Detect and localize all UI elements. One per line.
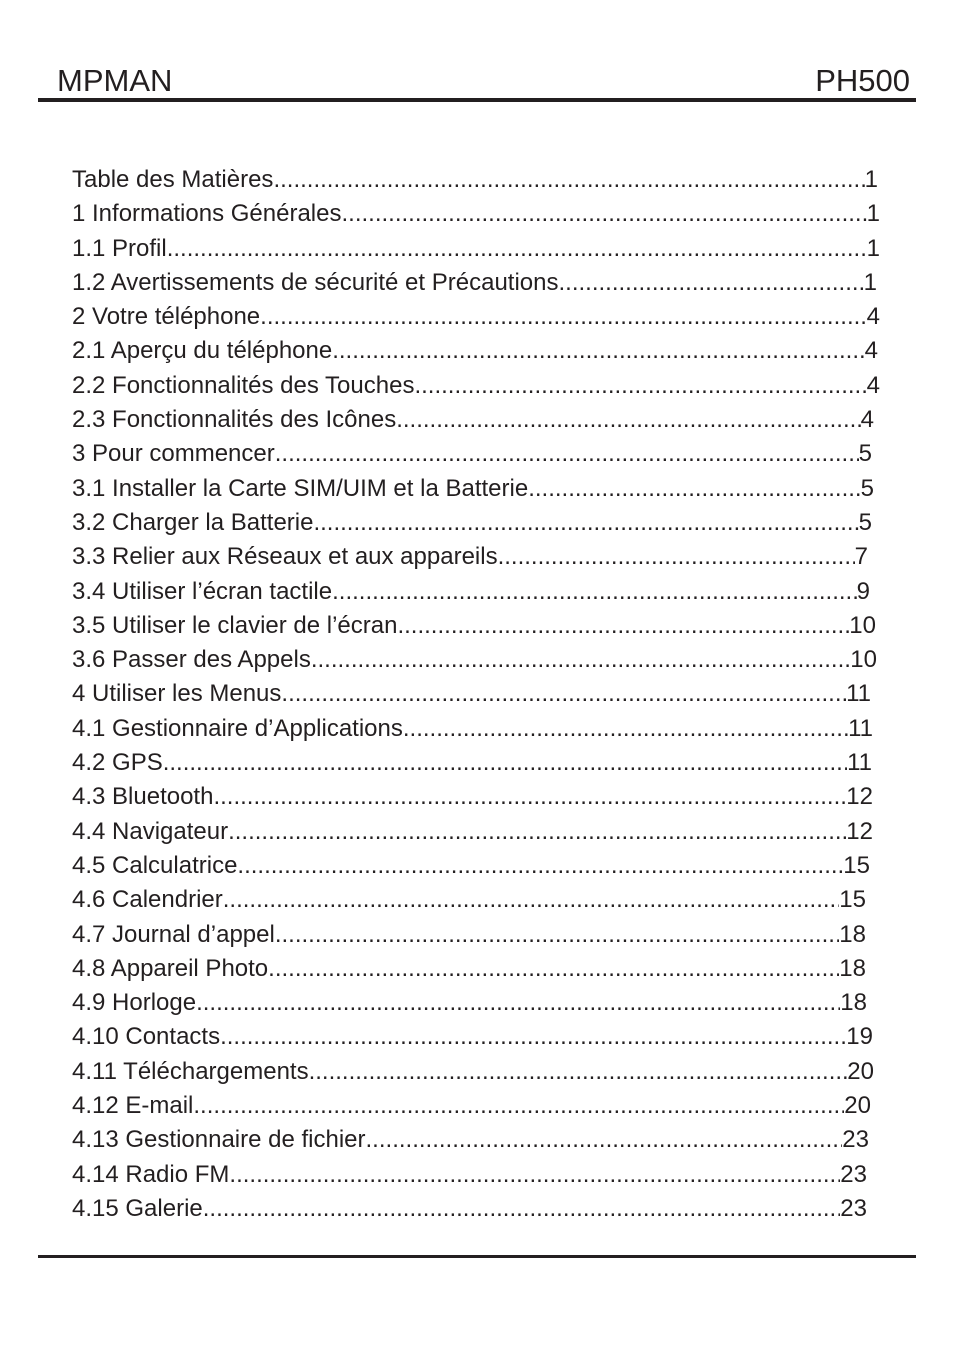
- toc-entry-title: 4.6 Calendrier: [72, 886, 223, 914]
- toc-entry-page: 23: [840, 1160, 867, 1188]
- toc-entry-title: 4.10 Contacts: [72, 1023, 221, 1051]
- toc-entry[interactable]: [72, 952, 866, 986]
- toc-entry-page: 4: [866, 371, 880, 399]
- toc-dot-leader: [273, 163, 864, 197]
- toc-entry[interactable]: [72, 746, 872, 780]
- toc-entry[interactable]: [72, 232, 880, 266]
- toc-entry-title: 4.1 Gestionnaire d’Applications: [72, 714, 403, 742]
- toc-dot-leader: [193, 1089, 844, 1123]
- toc-entry-page: 9: [856, 577, 870, 605]
- toc-entry-page: 4: [860, 406, 874, 434]
- toc-entry-page: 19: [846, 1023, 873, 1051]
- toc-entry[interactable]: [72, 815, 873, 849]
- toc-entry[interactable]: [72, 575, 870, 609]
- toc-entry[interactable]: [72, 677, 871, 711]
- toc-entry-title: 4.7 Journal d’appel: [72, 920, 275, 948]
- toc-entry-title: 3 Pour commencer: [72, 440, 275, 468]
- toc-dot-leader: [203, 1192, 841, 1226]
- toc-dot-leader: [167, 232, 867, 266]
- toc-entry-page: 18: [839, 954, 866, 982]
- toc-dot-leader: [366, 1123, 843, 1157]
- toc-entry-page: 10: [849, 611, 876, 639]
- toc-entry-page: 5: [858, 440, 872, 468]
- header-rule: [38, 98, 916, 102]
- toc-entry-title: 4.8 Appareil Photo: [72, 954, 269, 982]
- toc-entry-page: 10: [850, 646, 877, 674]
- toc-entry-page: 12: [846, 817, 873, 845]
- toc-entry-title: 3.1 Installer la Carte SIM/UIM et la Batterie: [72, 474, 529, 502]
- toc-dot-leader: [332, 334, 864, 368]
- toc-entry-page: 5: [860, 474, 874, 502]
- toc-entry-title: 4.13 Gestionnaire de fichier: [72, 1126, 366, 1154]
- toc-entry-title: Table des Matières: [72, 166, 274, 193]
- toc-entry-page: 23: [840, 1194, 867, 1222]
- toc-dot-leader: [237, 849, 843, 883]
- toc-entry-title: 4.5 Calculatrice: [72, 851, 238, 879]
- toc-entry-title: 4.4 Navigateur: [72, 817, 229, 845]
- toc-entry-page: 11: [847, 749, 872, 777]
- toc-entry-page: 11: [846, 680, 871, 708]
- toc-entry-title: 2 Votre téléphone: [72, 303, 261, 331]
- toc-dot-leader: [309, 1055, 848, 1089]
- toc-entry-title: 1.1 Profil: [72, 234, 167, 262]
- toc-entry-title: 4.14 Radio FM: [72, 1160, 230, 1188]
- toc-entry[interactable]: [72, 780, 873, 814]
- toc-dot-leader: [341, 197, 866, 231]
- toc-entry[interactable]: [72, 1158, 867, 1192]
- toc-entry[interactable]: [72, 437, 872, 471]
- model-name: PH500: [815, 63, 910, 98]
- toc-entry-title: 4.9 Horloge: [72, 989, 197, 1017]
- toc-entry-title: 4.12 E-mail: [72, 1092, 194, 1120]
- toc-dot-leader: [414, 369, 866, 403]
- toc-entry-title: 4.2 GPS: [72, 749, 163, 777]
- toc-entry[interactable]: [72, 1089, 871, 1123]
- toc-entry-page: 18: [839, 920, 866, 948]
- toc-entry[interactable]: [72, 403, 874, 437]
- toc-dot-leader: [313, 506, 858, 540]
- toc-entry-title: 2.3 Fonctionnalités des Icônes: [72, 406, 397, 434]
- table-of-contents: [72, 163, 880, 1226]
- toc-entry[interactable]: [72, 849, 870, 883]
- toc-entry[interactable]: [72, 883, 866, 917]
- toc-dot-leader: [403, 712, 848, 746]
- toc-entry[interactable]: [72, 506, 872, 540]
- toc-entry-page: 7: [854, 543, 868, 571]
- toc-dot-leader: [275, 437, 859, 471]
- toc-entry[interactable]: [72, 369, 880, 403]
- toc-entry[interactable]: [72, 266, 877, 300]
- toc-entry[interactable]: [72, 986, 867, 1020]
- toc-entry-page: 15: [839, 886, 866, 914]
- toc-dot-leader: [223, 883, 840, 917]
- toc-dot-leader: [281, 677, 846, 711]
- toc-entry-title: 3.5 Utiliser le clavier de l’écran: [72, 611, 398, 639]
- toc-dot-leader: [396, 403, 860, 437]
- toc-dot-leader: [332, 575, 857, 609]
- toc-entry[interactable]: [72, 712, 873, 746]
- toc-entry-title: 1 Informations Générales: [72, 200, 342, 228]
- toc-entry-title: 2.2 Fonctionnalités des Touches: [72, 371, 415, 399]
- toc-entry-title: 2.1 Aperçu du téléphone: [72, 337, 333, 365]
- toc-entry-title: 3.2 Charger la Batterie: [72, 508, 314, 536]
- toc-dot-leader: [528, 472, 860, 506]
- toc-entry[interactable]: [72, 197, 880, 231]
- toc-entry[interactable]: [72, 609, 876, 643]
- footer-rule: [38, 1255, 916, 1258]
- toc-dot-leader: [397, 609, 849, 643]
- toc-entry-title: 4.15 Galerie: [72, 1194, 203, 1222]
- toc-dot-leader: [275, 918, 839, 952]
- toc-dot-leader: [228, 815, 846, 849]
- toc-entry[interactable]: [72, 918, 866, 952]
- toc-entry[interactable]: [72, 334, 878, 368]
- toc-entry[interactable]: [72, 1123, 869, 1157]
- toc-dot-leader: [260, 300, 866, 334]
- toc-entry-page: 4: [864, 337, 878, 365]
- toc-entry-page: 1: [866, 234, 880, 262]
- toc-entry-page: 20: [844, 1092, 871, 1120]
- toc-entry-page: 12: [846, 783, 873, 811]
- toc-entry[interactable]: [72, 540, 868, 574]
- toc-entry-title: 4.3 Bluetooth: [72, 783, 214, 811]
- toc-entry-page: 1: [866, 200, 880, 228]
- toc-entry[interactable]: [72, 163, 878, 197]
- toc-entry[interactable]: [72, 1055, 874, 1089]
- toc-entry[interactable]: [72, 300, 880, 334]
- toc-entry-page: 23: [842, 1126, 869, 1154]
- toc-entry-page: 1: [864, 166, 878, 193]
- toc-dot-leader: [163, 746, 847, 780]
- brand-name: MPMAN: [57, 63, 173, 98]
- toc-dot-leader: [311, 643, 850, 677]
- page-header: [57, 52, 910, 96]
- toc-entry[interactable]: [72, 1192, 867, 1226]
- toc-entry[interactable]: [72, 1020, 873, 1054]
- toc-entry-title: 1.2 Avertissements de sécurité et Précautions: [72, 268, 559, 296]
- toc-dot-leader: [268, 952, 839, 986]
- toc-entry-page: 1: [863, 268, 877, 296]
- toc-entry-title: 4 Utiliser les Menus: [72, 680, 282, 708]
- toc-dot-leader: [498, 540, 855, 574]
- toc-entry-page: 20: [847, 1057, 874, 1085]
- toc-entry-title: 4.11 Téléchargements: [72, 1057, 309, 1085]
- toc-entry-title: 3.4 Utiliser l’écran tactile: [72, 577, 333, 605]
- toc-entry-page: 18: [840, 989, 867, 1017]
- toc-entry[interactable]: [72, 643, 877, 677]
- toc-dot-leader: [213, 780, 846, 814]
- toc-dot-leader: [558, 266, 863, 300]
- toc-dot-leader: [229, 1158, 840, 1192]
- toc-entry-page: 15: [843, 851, 870, 879]
- toc-entry-page: 11: [848, 714, 873, 742]
- toc-entry-page: 5: [858, 508, 872, 536]
- toc-dot-leader: [196, 986, 840, 1020]
- toc-dot-leader: [220, 1020, 846, 1054]
- toc-entry-title: 3.3 Relier aux Réseaux et aux appareils: [72, 543, 498, 571]
- toc-entry[interactable]: [72, 472, 874, 506]
- toc-entry-title: 3.6 Passer des Appels: [72, 646, 311, 674]
- toc-entry-page: 4: [866, 303, 880, 331]
